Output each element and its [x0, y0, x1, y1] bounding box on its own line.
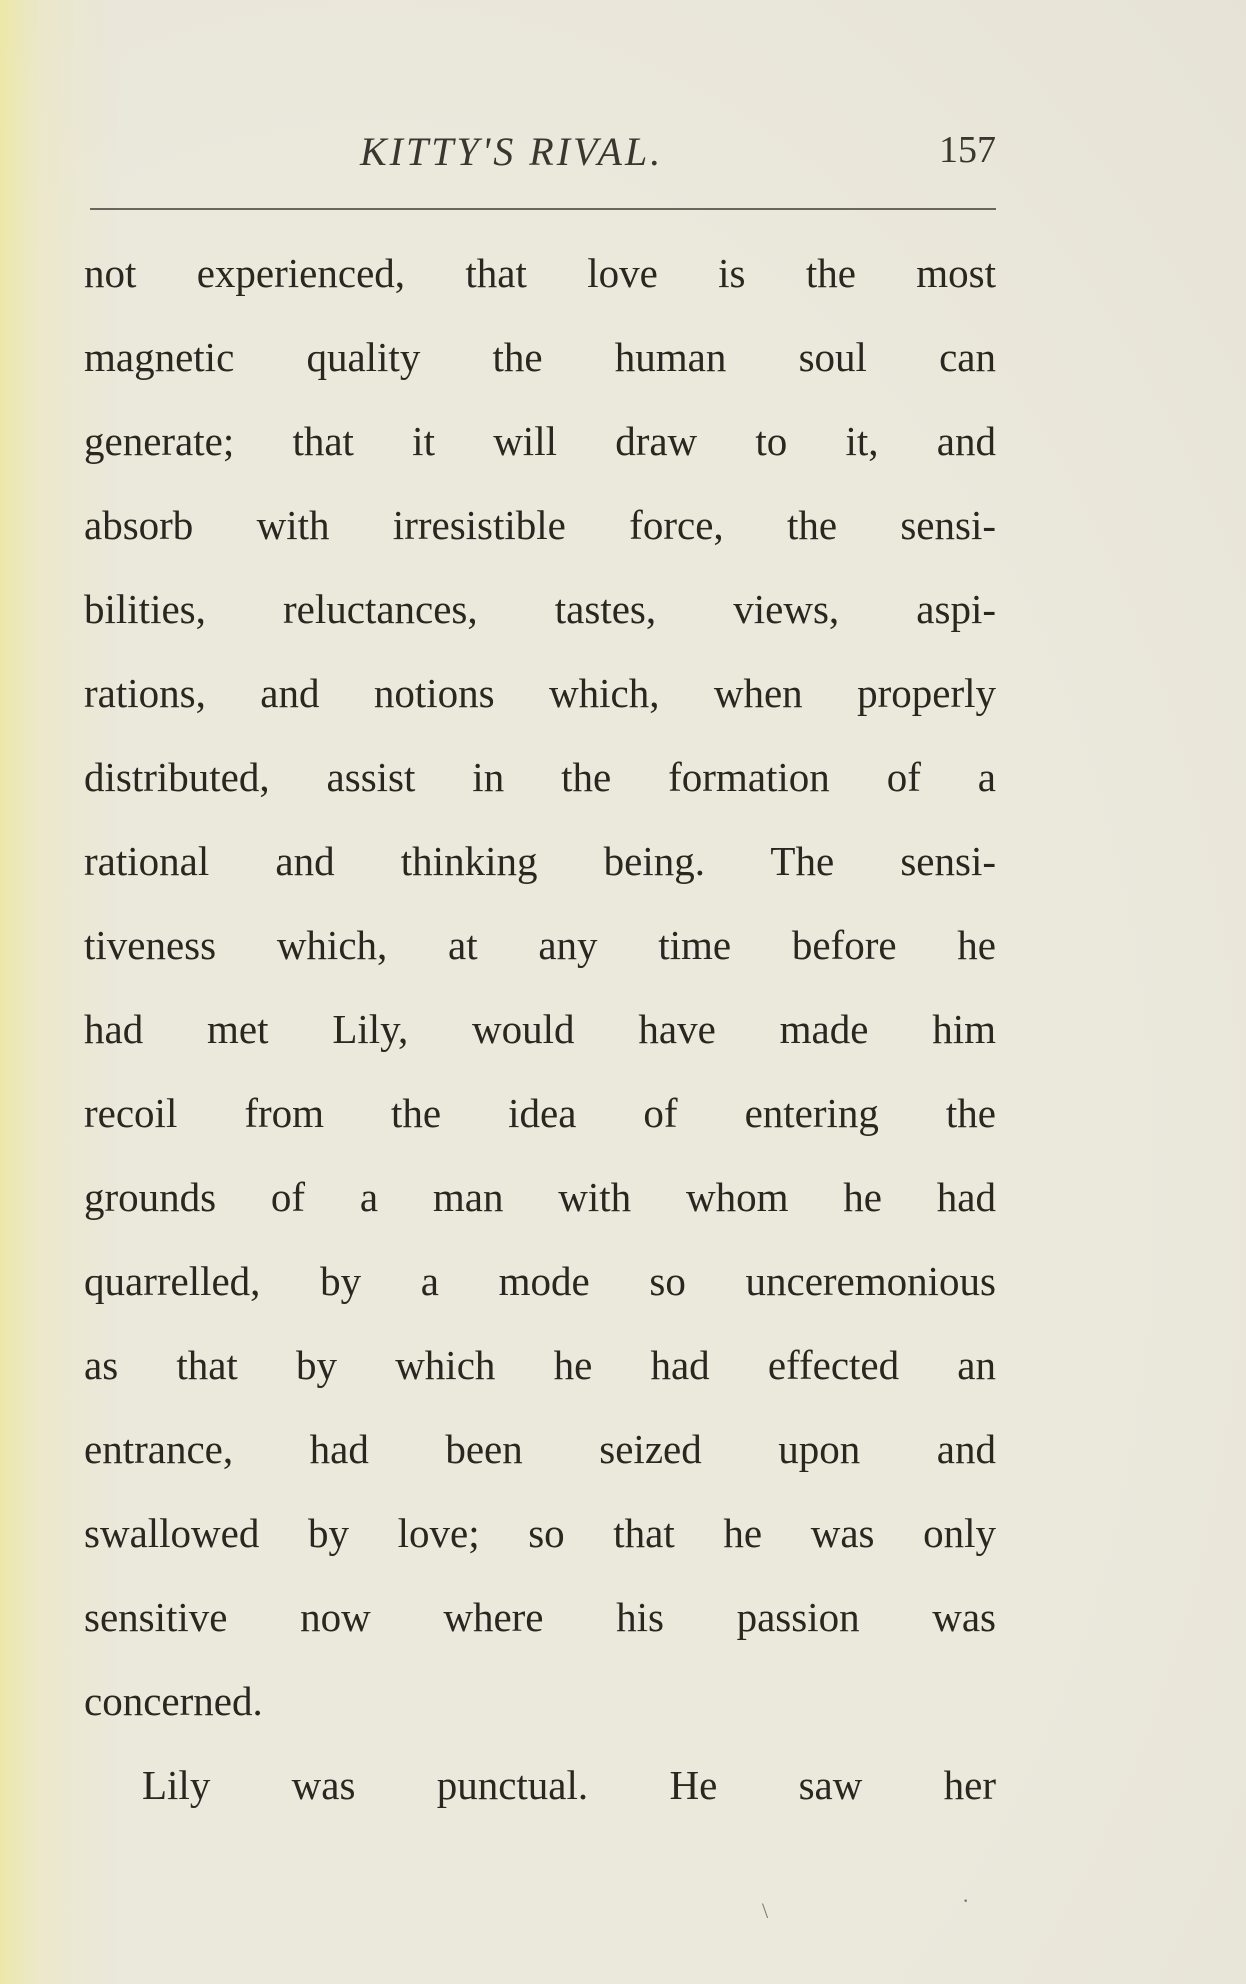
text-line: absorb with irresistible force, the sensi-: [84, 502, 996, 548]
text-line: grounds of a man with whom he had: [84, 1174, 996, 1220]
body-text: [84, 240, 996, 1836]
text-line: rations, and notions which, when properly: [84, 670, 996, 716]
text-line: quarrelled, by a mode so unceremonious: [84, 1258, 996, 1304]
text-line: tiveness which, at any time before he: [84, 922, 996, 968]
text-line: sensitive now where his passion was: [84, 1594, 996, 1640]
paper-speck: \: [762, 1898, 769, 1923]
text-line: generate; that it will draw to it, and: [84, 418, 996, 464]
text-line-paragraph-end: concerned.: [84, 1678, 263, 1724]
text-line: bilities, reluctances, tastes, views, aspi-: [84, 586, 996, 632]
text-line: had met Lily, would have made him: [84, 1006, 996, 1052]
running-title: KITTY'S RIVAL.: [360, 129, 664, 174]
text-line: magnetic quality the human soul can: [84, 334, 996, 380]
running-head: [84, 128, 996, 178]
page-number: 157: [939, 129, 996, 171]
text-line: rational and thinking being. The sensi-: [84, 838, 996, 884]
text-line: as that by which he had effected an: [84, 1342, 996, 1388]
text-line: swallowed by love; so that he was only: [84, 1510, 996, 1556]
text-line: entrance, had been seized upon and: [84, 1426, 996, 1472]
text-line: distributed, assist in the formation of a: [84, 754, 996, 800]
text-line: recoil from the idea of entering the: [84, 1090, 996, 1136]
paper-speck: ·: [962, 1888, 970, 1913]
text-line-paragraph-start: Lily was punctual. He saw her: [142, 1762, 996, 1808]
header-rule: [90, 208, 996, 210]
text-line: not experienced, that love is the most: [84, 250, 996, 296]
